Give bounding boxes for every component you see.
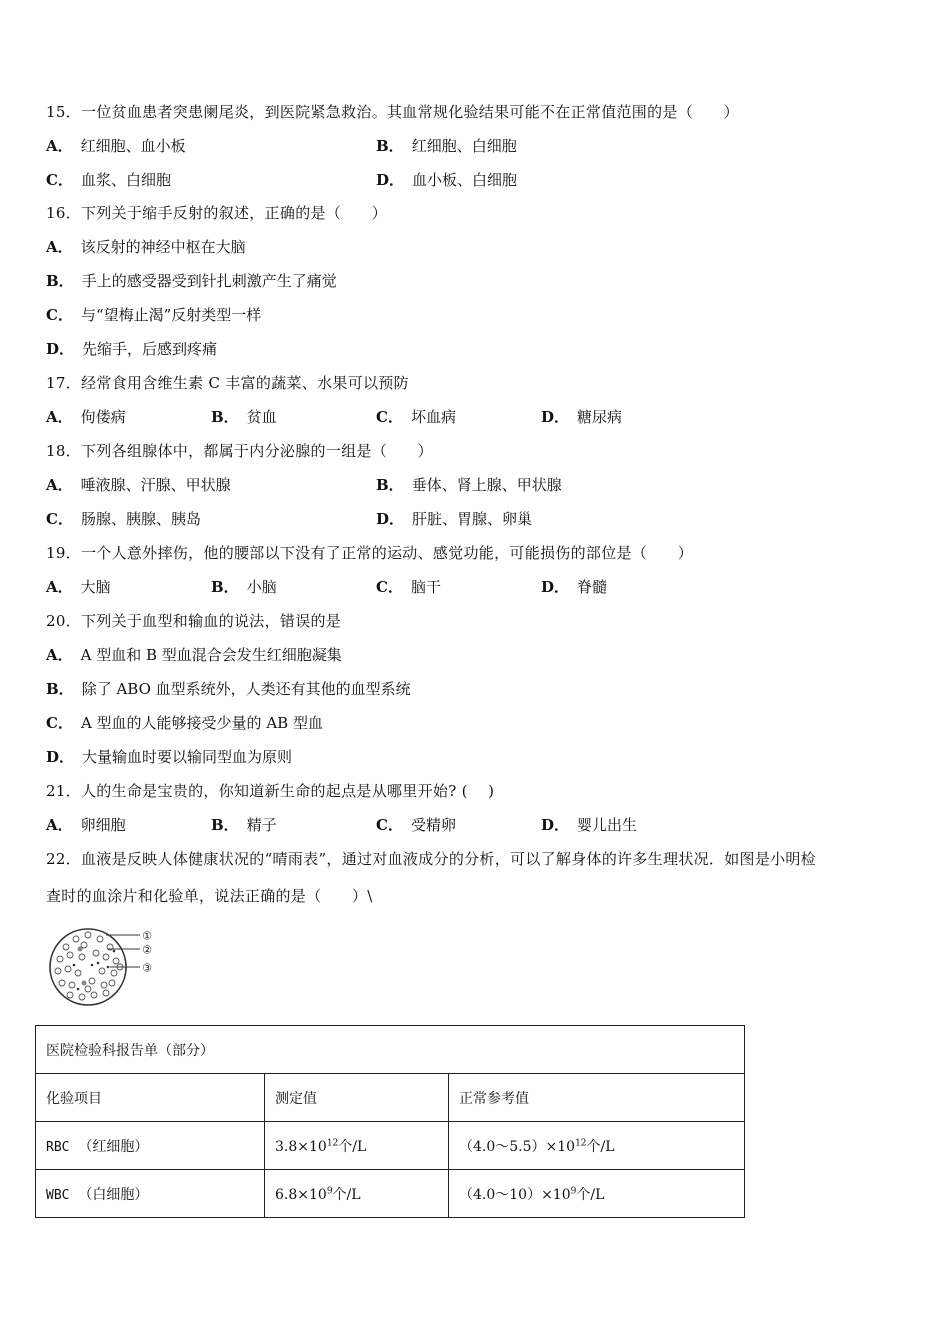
- q17-option-b[interactable]: [211, 407, 277, 427]
- question-22-stem-line-2: 查时的血涂片和化验单，说法正确的是（ ）\: [46, 887, 373, 905]
- question-19-stem: 19．一个人意外摔伤，他的腰部以下没有了正常的运动、感觉功能，可能损伤的部位是（ ）: [46, 544, 693, 562]
- option-text: 婴儿出生: [577, 816, 638, 834]
- report-title-row: [36, 1026, 745, 1074]
- question-21-stem: 21．人的生命是宝贵的，你知道新生命的起点是从哪里开始? ( ): [46, 782, 495, 800]
- option-text: 肝脏、胃腺、卵巢: [412, 510, 533, 528]
- option-label: D．: [541, 578, 570, 596]
- option-text: 垂体、肾上腺、甲状腺: [411, 476, 562, 494]
- option-text: A 型血的人能够接受少量的 AB 型血: [80, 714, 323, 732]
- option-label: D．: [541, 816, 570, 834]
- header-reference: 正常参考值: [449, 1074, 745, 1122]
- q19-option-c[interactable]: [376, 577, 441, 597]
- item-name: （红细胞）: [78, 1138, 149, 1155]
- option-text: 先缩手，后感到疼痛: [82, 340, 218, 358]
- ref-base: （4.0～5.5）×10: [459, 1138, 576, 1155]
- ref-base: （4.0～10）×10: [459, 1186, 571, 1203]
- q18-option-a[interactable]: [46, 475, 231, 495]
- question-20-stem: 20．下列关于血型和输血的说法，错误的是: [46, 612, 342, 630]
- value-unit: 个/L: [332, 1186, 361, 1203]
- option-label: D．: [46, 340, 75, 358]
- q21-option-c[interactable]: [376, 815, 456, 835]
- q17-option-a[interactable]: [46, 407, 126, 427]
- option-label: A．: [46, 578, 73, 596]
- table-row: [36, 1170, 745, 1218]
- option-label: B．: [211, 408, 239, 426]
- item-code: RBC: [46, 1139, 70, 1155]
- ref-unit: 个/L: [586, 1138, 615, 1155]
- q17-option-d[interactable]: [541, 407, 622, 427]
- option-label: D．: [46, 748, 75, 766]
- q20-option-b[interactable]: [46, 679, 411, 699]
- ref-exponent: 12: [575, 1137, 587, 1148]
- option-text: 与“望梅止渴”反射类型一样: [80, 306, 262, 324]
- option-label: C．: [376, 816, 403, 834]
- row-value: [265, 1122, 449, 1170]
- option-text: 红细胞、白细胞: [411, 137, 517, 155]
- q15-option-d[interactable]: [376, 170, 517, 190]
- option-label: A．: [46, 646, 73, 664]
- option-text: 肠腺、胰腺、胰岛: [80, 510, 201, 528]
- header-item: 化验项目: [36, 1074, 265, 1122]
- question-17-stem: 17．经常食用含维生素 C 丰富的蔬菜、水果可以预防: [46, 374, 409, 392]
- question-16-stem: 16．下列关于缩手反射的叙述，正确的是（ ）: [46, 204, 387, 222]
- report-header-row: [36, 1074, 745, 1122]
- option-label: B．: [46, 680, 74, 698]
- question-15-stem: 15．一位贫血患者突患阑尾炎，到医院紧急救治。其血常规化验结果可能不在正常值范围的是（ ）: [46, 103, 739, 121]
- option-text: 该反射的神经中枢在大脑: [80, 238, 246, 256]
- option-label: C．: [46, 171, 73, 189]
- q20-option-c[interactable]: [46, 713, 323, 733]
- option-label: C．: [376, 408, 403, 426]
- option-label: B．: [376, 137, 404, 155]
- lab-report-table: [35, 1025, 745, 1218]
- row-reference: [449, 1170, 745, 1218]
- table-row: [36, 1122, 745, 1170]
- option-label: A．: [46, 476, 73, 494]
- q21-option-b[interactable]: [211, 815, 277, 835]
- header-value: 测定值: [265, 1074, 449, 1122]
- option-label: D．: [541, 408, 570, 426]
- option-text: 手上的感受器受到针扎刺激产生了痛觉: [81, 272, 337, 290]
- option-label: B．: [211, 578, 239, 596]
- value-exponent: 9: [326, 1185, 333, 1196]
- q15-option-a[interactable]: [46, 136, 186, 156]
- row-item: [36, 1122, 265, 1170]
- q17-option-c[interactable]: [376, 407, 456, 427]
- option-text: 红细胞、血小板: [80, 137, 186, 155]
- option-text: 小脑: [246, 578, 277, 596]
- value-unit: 个/L: [338, 1138, 367, 1155]
- option-label: B．: [376, 476, 404, 494]
- figure-marker-1: ①: [142, 929, 152, 943]
- option-text: 除了 ABO 血型系统外，人类还有其他的血型系统: [81, 680, 411, 698]
- q16-option-a[interactable]: [46, 237, 246, 257]
- option-label: C．: [376, 578, 403, 596]
- option-text: 大脑: [80, 578, 111, 596]
- q19-option-b[interactable]: [211, 577, 277, 597]
- option-label: D．: [376, 171, 405, 189]
- item-code: WBC: [46, 1187, 70, 1203]
- option-text: 唾液腺、汗腺、甲状腺: [80, 476, 231, 494]
- value-exponent: 12: [326, 1137, 339, 1148]
- q16-option-b[interactable]: [46, 271, 337, 291]
- q15-option-c[interactable]: [46, 170, 171, 190]
- option-label: C．: [46, 510, 73, 528]
- figure-marker-3: ③: [142, 961, 152, 975]
- option-text: 佝偻病: [80, 408, 126, 426]
- question-18-stem: 18．下列各组腺体中，都属于内分泌腺的一组是（ ）: [46, 442, 433, 460]
- option-label: A．: [46, 137, 73, 155]
- option-text: 受精卵: [410, 816, 456, 834]
- option-text: 坏血病: [410, 408, 456, 426]
- option-text: 精子: [246, 816, 277, 834]
- ref-exponent: 9: [570, 1185, 577, 1196]
- report-title: 医院检验科报告单（部分）: [36, 1026, 745, 1074]
- option-label: B．: [46, 272, 74, 290]
- question-22-stem-line-1: 22．血液是反映人体健康状况的“晴雨表”，通过对血液成分的分析，可以了解身体的许多生理状况．如图是小明检: [46, 850, 817, 868]
- q16-option-c[interactable]: [46, 305, 261, 325]
- q16-option-d[interactable]: [46, 339, 217, 359]
- option-text: A 型血和 B 型血混合会发生红细胞凝集: [80, 646, 342, 664]
- option-text: 脑干: [410, 578, 441, 596]
- item-name: （白细胞）: [78, 1186, 149, 1203]
- option-label: A．: [46, 238, 73, 256]
- option-text: 贫血: [246, 408, 277, 426]
- value-base: 6.8×10: [275, 1186, 327, 1203]
- q20-option-a[interactable]: [46, 645, 342, 665]
- q19-option-a[interactable]: [46, 577, 111, 597]
- option-label: A．: [46, 408, 73, 426]
- q18-option-d[interactable]: [376, 509, 532, 529]
- option-label: C．: [46, 714, 73, 732]
- option-text: 血小板、白细胞: [412, 171, 518, 189]
- option-label: B．: [211, 816, 239, 834]
- row-value: [265, 1170, 449, 1218]
- q20-option-d[interactable]: [46, 747, 292, 767]
- q21-option-d[interactable]: [541, 815, 637, 835]
- value-base: 3.8×10: [275, 1138, 327, 1155]
- q21-option-a[interactable]: [46, 815, 126, 835]
- option-label: A．: [46, 816, 73, 834]
- figure-marker-2: ②: [142, 943, 152, 957]
- row-item: [36, 1170, 265, 1218]
- q18-option-b[interactable]: [376, 475, 562, 495]
- option-text: 脊髓: [577, 578, 608, 596]
- option-label: C．: [46, 306, 73, 324]
- ref-unit: 个/L: [576, 1186, 605, 1203]
- q19-option-d[interactable]: [541, 577, 607, 597]
- blood-smear-figure: [48, 925, 163, 1010]
- q15-option-b[interactable]: [376, 136, 517, 156]
- option-text: 糖尿病: [577, 408, 623, 426]
- option-text: 大量输血时要以输同型血为原则: [82, 748, 293, 766]
- row-reference: [449, 1122, 745, 1170]
- q18-option-c[interactable]: [46, 509, 201, 529]
- option-text: 卵细胞: [80, 816, 126, 834]
- option-text: 血浆、白细胞: [80, 171, 171, 189]
- option-label: D．: [376, 510, 405, 528]
